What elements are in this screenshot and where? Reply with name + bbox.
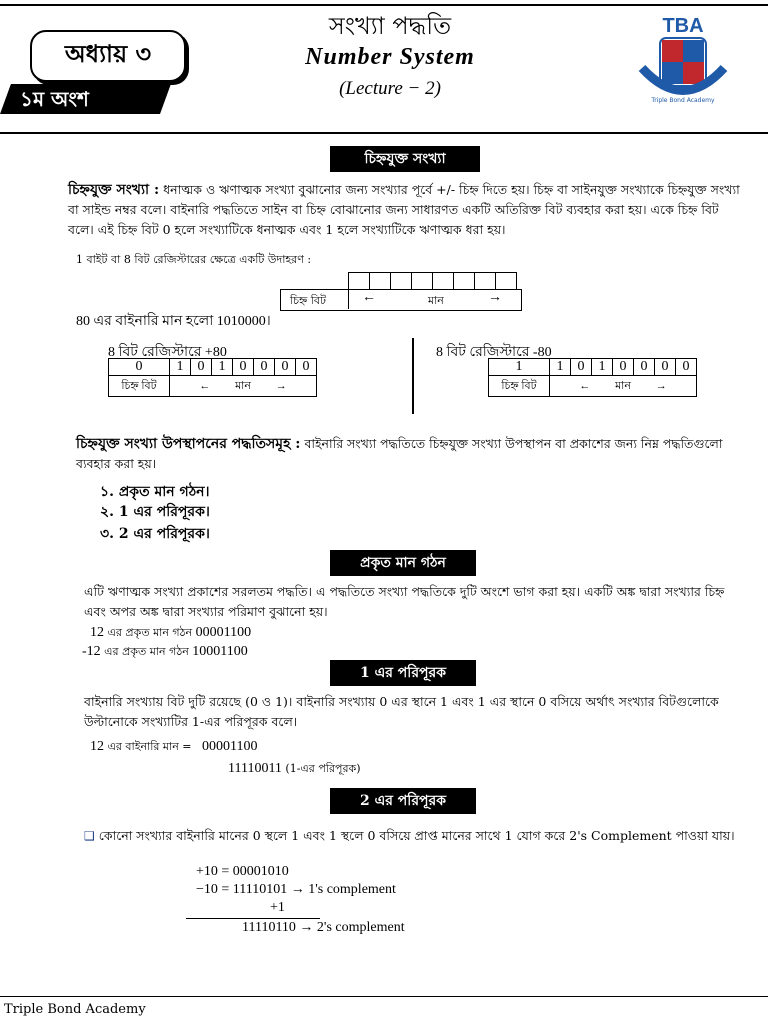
- method-item: ২. 1 এর পরিপূরক।: [100, 504, 210, 520]
- binary-80-text: 80 এর বাইনারি মান হলো 1010000।: [76, 314, 271, 329]
- neg-register-label: 8 বিট রেজিস্টারে -80: [436, 345, 552, 360]
- pos-bit: 1: [212, 359, 233, 376]
- methods-text: বাইনারি সংখ্যা পদ্ধতিতে চিহ্নযুক্ত সংখ্যা উপস্থাপন বা প্রকাশের জন্য নিম্ন পদ্ধতিগুলো ব্যবহার করা হয়।: [76, 436, 723, 471]
- arrow-left: ←: [362, 290, 376, 305]
- pos-bit: 0: [191, 359, 212, 376]
- chapter-label: অধ্যায় ৩: [64, 39, 152, 68]
- pos-sign-bit: চিহ্ন বিট: [109, 376, 170, 397]
- signed-number-definition: [68, 180, 740, 240]
- part-label: ১ম অংশ: [20, 87, 89, 111]
- true-value-example-2: -12 এর প্রকৃত মান গঠন 10001100: [82, 644, 248, 659]
- section-banner-true-value: প্রকৃত মান গঠন: [330, 550, 476, 576]
- academy-logo: [612, 8, 754, 108]
- twos-complement-paragraph: [84, 826, 760, 846]
- register-divider: [348, 289, 349, 309]
- section-banner-ones-complement: 1 এর পরিপূরক: [330, 660, 476, 686]
- pos-bit: 0: [233, 359, 254, 376]
- twos-line-3: +1: [270, 900, 285, 915]
- sign-bit-label: চিহ্ন বিট: [290, 294, 327, 307]
- footer-rule: [0, 996, 768, 997]
- neg-bit: 0: [613, 359, 634, 376]
- neg-bit: 0: [655, 359, 676, 376]
- twos-line-4: 11110110 → 2's complement: [242, 920, 405, 935]
- example-intro: 1 বাইট বা 8 বিট রেজিস্টারের ক্ষেত্রে একটি উদাহরণ :: [76, 253, 312, 266]
- signed-number-term: চিহ্নযুক্ত সংখ্যা :: [68, 182, 160, 198]
- neg-bit: 1: [489, 359, 550, 376]
- true-value-text: এটি ঋণাত্মক সংখ্যা প্রকাশের সরলতম পদ্ধতি। এ পদ্ধতিতে সংখ্যা পদ্ধতিকে দুটি অংশে ভাগ করা হয়। একটি অঙ্ক দ্বারা সংখ্যার চিহ্ন এবং অপর অঙ্ক দ্বারা সংখ্যার পরিমাণ বুঝানো হয়।: [84, 584, 725, 619]
- register-template: [348, 272, 517, 290]
- pos-magnitude: ← মান →: [170, 376, 317, 397]
- ones-complement-text: বাইনারি সংখ্যায় বিট দুটি রয়েছে (0 ও 1)। বাইনারি সংখ্যায় 0 এর স্থানে 1 এবং 1 এর স্থানে 0 বসিয়ে অর্থাৎ সংখ্যার বিটগুলোকে উল্টানোকে সংখ্যাটির 1-এর পরিপূরক বলে।: [84, 694, 719, 729]
- column-divider: [412, 338, 414, 414]
- title-english: Number System: [305, 44, 475, 70]
- logo-ring-text: Triple Bond Academy: [651, 97, 715, 104]
- neg-magnitude: ← মান →: [550, 376, 697, 397]
- methods-paragraph: [76, 434, 740, 474]
- neg-bit: 0: [634, 359, 655, 376]
- neg-bit: 0: [676, 359, 697, 376]
- section-banner-twos-complement: 2 এর পরিপূরক: [330, 788, 476, 814]
- lecture-label: (Lecture − 2): [339, 78, 441, 99]
- arrow-right: →: [488, 290, 502, 305]
- section-banner-signed-number: চিহ্নযুক্ত সংখ্যা: [330, 146, 480, 172]
- twos-line-1: +10 = 00001010: [196, 864, 289, 879]
- twos-line-2: −10 = 11110101 → 1's complement: [196, 882, 396, 897]
- top-rule: [0, 4, 768, 6]
- pos-bit: 0: [254, 359, 275, 376]
- ones-complement-result: 11110011 (1-এর পরিপূরক): [228, 761, 361, 776]
- pos-bit: 1: [170, 359, 191, 376]
- neg-sign-bit: চিহ্ন বিট: [489, 376, 550, 397]
- ones-complement-example: 12 এর বাইনারি মান = 00001100: [90, 739, 258, 754]
- pos-bit: 0: [275, 359, 296, 376]
- twos-complement-text: কোনো সংখ্যার বাইনারি মানের 0 স্থলে 1 এবং 1 স্থলে 0 বসিয়ে প্রাপ্ত মানের সাথে 1 যোগ করে 2's Complement পাওয়া যায়।: [98, 828, 735, 843]
- logo-text: TBA: [662, 15, 704, 37]
- header-rule: [0, 132, 768, 134]
- checkbox-bullet-icon: ❑: [84, 829, 95, 843]
- title-bengali: সংখ্যা পদ্ধতি: [328, 12, 452, 40]
- method-item: ১. প্রকৃত মান গঠন।: [100, 484, 210, 500]
- magnitude-label: মান: [428, 294, 444, 307]
- pos-register-label: 8 বিট রেজিস্টারে +80: [108, 345, 227, 360]
- pos-bit: 0: [109, 359, 170, 376]
- signed-number-text: ধনাত্মক ও ঋণাত্মক সংখ্যা বুঝানোর জন্য সংখ্যার পূর্বে +/- চিহ্ন দিতে হয়। চিহ্ন বা সাইনযুক্ত সংখ্যাকে চিহ্নযুক্ত সংখ্যা বা সাইন্ড নম্বর বলে। বাইনারি পদ্ধতিতে সাইন বা চিহ্ন বোঝানোর জন্য সাধারণত একটি অতিরিক্ত বিট ব্যবহার করা হয়। একে চিহ্ন বিট বলে। এই চিহ্ন বিট 0 হলে সংখ্যাটিকে ধনাত্মক এবং 1 হলে সংখ্যাটিকে ঋণাত্মক ধরা হয়।: [68, 182, 740, 237]
- neg-bit: 1: [592, 359, 613, 376]
- true-value-example-1: 12 এর প্রকৃত মান গঠন 00001100: [90, 625, 252, 640]
- neg-register: [488, 358, 697, 397]
- pos-bit: 0: [296, 359, 317, 376]
- footer-label: Triple Bond Academy: [4, 1002, 146, 1017]
- neg-bit: 0: [571, 359, 592, 376]
- chapter-badge: [30, 30, 186, 82]
- methods-term: চিহ্নযুক্ত সংখ্যা উপস্থাপনের পদ্ধতিসমূহ :: [76, 436, 301, 452]
- sum-rule: [186, 918, 320, 919]
- pos-register: [108, 358, 317, 397]
- method-item: ৩. 2 এর পরিপূরক।: [100, 526, 210, 542]
- neg-bit: 1: [550, 359, 571, 376]
